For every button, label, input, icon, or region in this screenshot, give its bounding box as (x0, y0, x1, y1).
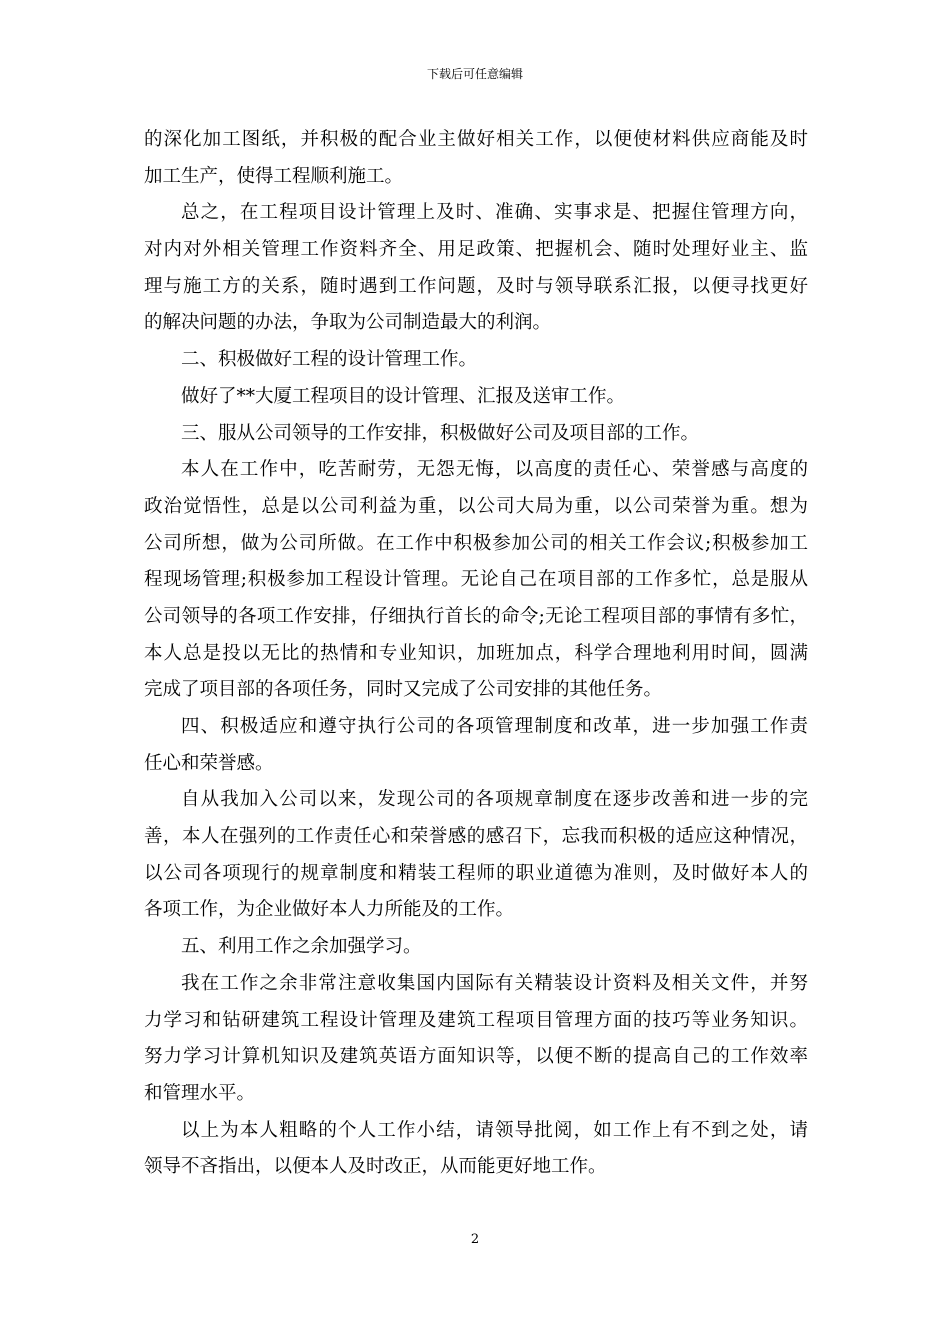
text-line: 以上为本人粗略的个人工作小结，请领导批阅，如工作上有不到之处，请 (181, 1119, 808, 1141)
document-body (144, 122, 808, 1186)
text-line: 总之，在工程项目设计管理上及时、准确、实事求是、把握住管理方向， (181, 202, 808, 224)
text-line: 领导不吝指出，以便本人及时改正，从而能更好地工作。 (144, 1156, 607, 1178)
text-line: 本人在工作中，吃苦耐劳，无怨无悔，以高度的责任心、荣誉感与高度的 (181, 459, 808, 481)
text-line: 四、积极适应和遵守执行公司的各项管理制度和改革，进一步加强工作责 (181, 716, 808, 737)
text-line: 对内对外相关管理工作资料齐全、用足政策、把握机会、随时处理好业主、监 (144, 239, 808, 261)
text-line: 的深化加工图纸，并积极的配合业主做好相关工作，以便使材料供应商能及时 (144, 129, 808, 150)
text-line: 任心和荣誉感。 (144, 752, 274, 774)
page-footer (0, 1232, 950, 1248)
text-line: 做好了**大厦工程项目的设计管理、汇报及送审工作。 (181, 385, 626, 407)
page-header (0, 66, 950, 82)
text-line: 力学习和钻研建筑工程设计管理及建筑工程项目管理方面的技巧等业务知识。 (144, 1009, 808, 1031)
text-line: 程现场管理;积极参加工程设计管理。无论自己在项目部的工作多忙，总是服从 (144, 569, 808, 591)
text-line: 完成了项目部的各项任务，同时又完成了公司安排的其他任务。 (144, 679, 663, 701)
text-line: 自从我加入公司以来，发现公司的各项规章制度在逐步改善和进一步的完 (181, 789, 808, 811)
text-line: 努力学习计算机知识及建筑英语方面知识等，以便不断的提高自己的工作效率 (144, 1046, 808, 1068)
text-line: 的解决问题的办法，争取为公司制造最大的利润。 (144, 312, 552, 334)
text-line: 我在工作之余非常注意收集国内国际有关精装设计资料及相关文件，并努 (181, 972, 808, 994)
text-line: 善，本人在强列的工作责任心和荣誉感的感召下，忘我而积极的适应这种情况， (144, 826, 808, 848)
text-line: 本人总是投以无比的热情和专业知识，加班加点，科学合理地利用时间，圆满 (144, 642, 808, 664)
text-line: 二、积极做好工程的设计管理工作。 (181, 349, 478, 371)
text-line: 和管理水平。 (144, 1082, 256, 1104)
text-line: 五、利用工作之余加强学习。 (181, 936, 422, 958)
text-line: 公司领导的各项工作安排，仔细执行首长的命令;无论工程项目部的事情有多忙， (144, 605, 808, 627)
text-line: 三、服从公司领导的工作安排，积极做好公司及项目部的工作。 (181, 422, 700, 444)
header-text: 下载后可任意编辑 (426, 67, 523, 81)
text-line: 加工生产，使得工程顺利施工。 (144, 165, 404, 187)
text-line: 理与施工方的关系，随时遇到工作问题，及时与领导联系汇报，以便寻找更好 (144, 275, 808, 297)
text-line: 公司所想，做为公司所做。在工作中积极参加公司的相关工作会议;积极参加工 (144, 532, 808, 554)
page-number: 2 (470, 1232, 480, 1247)
text-line: 政治觉悟性，总是以公司利益为重，以公司大局为重，以公司荣誉为重。想为 (144, 495, 808, 517)
text-line: 以公司各项现行的规章制度和精装工程师的职业道德为准则，及时做好本人的 (144, 862, 808, 884)
text-line: 各项工作，为企业做好本人力所能及的工作。 (144, 899, 515, 921)
